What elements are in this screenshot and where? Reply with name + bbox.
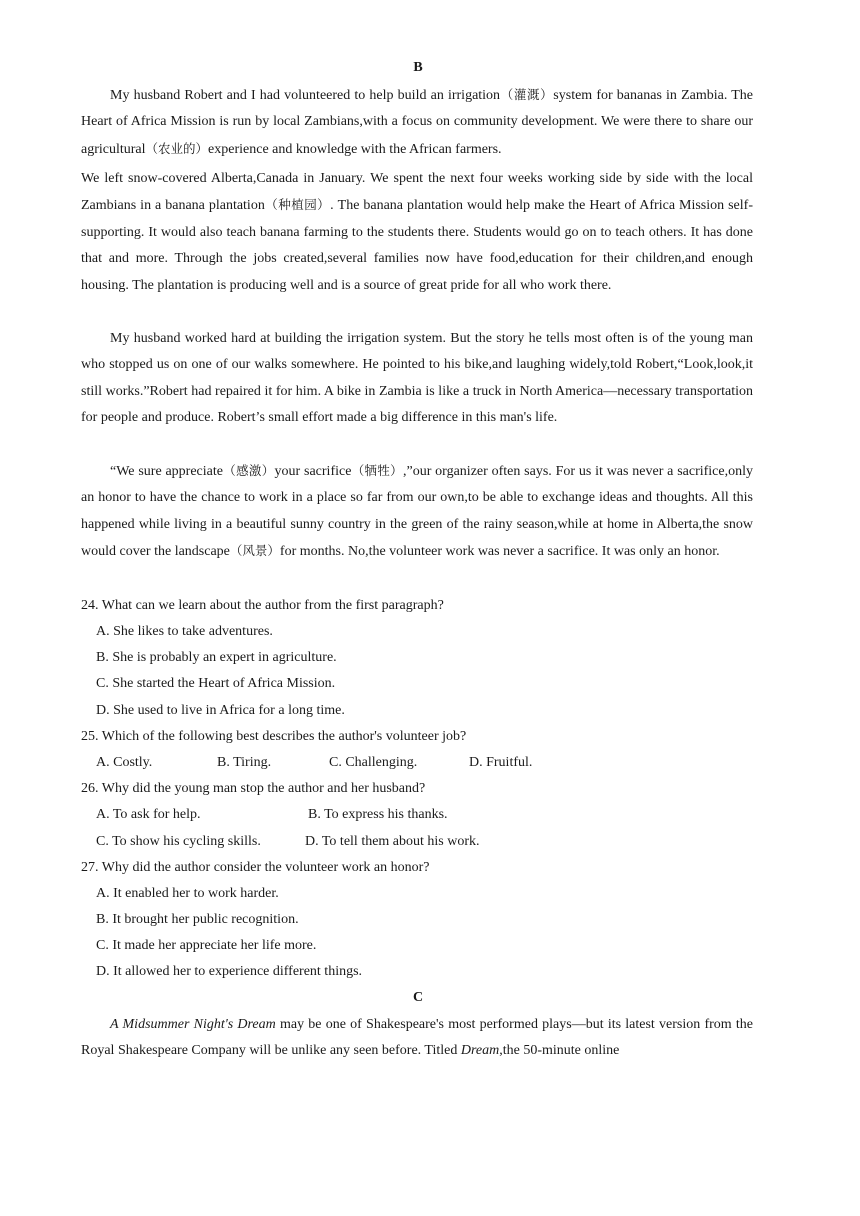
paragraph-1 — [81, 82, 753, 163]
paragraph-1-text-1: My husband Robert and I had volunteered to help build an irrigation — [110, 88, 501, 103]
paragraph-4-text-1: “We sure appreciate — [110, 464, 223, 479]
question-26-option-d: D. To tell them about his work. — [305, 834, 480, 849]
section-c-heading: C — [412, 990, 424, 1005]
gloss-appreciate: （感激） — [222, 463, 275, 478]
paragraph-2-text-1: We left snow-covered Alberta,Canada in January. We spent the next four weeks working side by side with the local Zambians in a banana plantation — [81, 171, 753, 214]
question-25-option-c: C. Challenging. — [329, 755, 418, 770]
gloss-irrigation: （灌溉） — [500, 87, 554, 102]
paragraph-4 — [81, 458, 753, 566]
paragraph-1-text-2: system for bananas in Zambia. The Heart of Africa Mission is run by local Zambians,with a focus on community development. We were there to share our agricultural — [81, 88, 753, 157]
question-25-option-d: D. Fruitful. — [469, 755, 533, 770]
gloss-sacrifice: （牺牲） — [351, 463, 403, 478]
paragraph-3: My husband worked hard at building the irrigation system. But the story he tells most often is of the young man who stopped us on one of our walks somewhere. He pointed to his bike,and laughing widely,told Robert,“Look,look,it still works.”Robert had repaired it for him. A bike in Zambia is like a truck in North America—necessary transportation for people and produce. Robert’s small effort made a big difference in this man's life. — [81, 331, 753, 426]
gloss-landscape: （风景） — [229, 543, 280, 559]
section-b-heading: B — [413, 60, 423, 75]
section-c-text-1: may be one of Shakespeare's most performed plays—but its latest version from the Royal Shakespeare Company will be unlike any seen before. Titled — [81, 1017, 754, 1059]
question-24-option-c: C. She started the Heart of Africa Mission. — [96, 676, 336, 691]
gloss-plantation: （种植园） — [264, 197, 331, 213]
section-c-paragraph-1 — [81, 1012, 753, 1065]
paragraph-2-text-2: . The banana plantation would help make the Heart of Africa Mission self-supporting. It would also teach banana farming to the students there. Students would go on to teach others. It has done that and more. Through the jobs created,several families now have food,education for their children,and enough housing. The plantation is producing well and is a source of great pride for all who work there. — [81, 198, 753, 293]
question-26-option-c: C. To show his cycling skills. — [96, 834, 261, 849]
version-title: Dream — [460, 1043, 500, 1059]
question-25-option-a: A. Costly. — [96, 755, 153, 770]
paragraph-4-text-4: for months. No,the volunteer work was never a sacrifice. It was only an honor. — [279, 544, 720, 560]
question-24-option-d: D. She used to live in Africa for a long time. — [96, 703, 345, 718]
question-25-stem: 25. Which of the following best describes the author's volunteer job? — [81, 729, 467, 744]
question-27-stem: 27. Why did the author consider the volunteer work an honor? — [81, 860, 430, 875]
question-27-option-c: C. It made her appreciate her life more. — [96, 938, 317, 953]
paragraph-4-text-2: your sacrifice — [274, 464, 352, 479]
play-title: A Midsummer Night's Dream — [110, 1017, 276, 1032]
paragraph-2 — [81, 166, 753, 299]
gloss-agricultural: （农业的） — [145, 140, 209, 156]
question-26-option-a: A. To ask for help. — [96, 807, 201, 822]
question-24-option-b: B. She is probably an expert in agriculture. — [96, 650, 337, 665]
question-25-option-b: B. Tiring. — [217, 755, 272, 770]
question-27-option-d: D. It allowed her to experience different things. — [96, 964, 363, 979]
paragraph-1-text-3: experience and knowledge with the African farmers. — [208, 141, 502, 157]
question-27-option-b: B. It brought her public recognition. — [96, 912, 299, 927]
question-26-stem: 26. Why did the young man stop the author and her husband? — [81, 781, 426, 796]
section-c-text-2: ,the 50-minute online — [499, 1043, 620, 1059]
question-27-option-a: A. It enabled her to work harder. — [96, 886, 279, 901]
question-24-stem: 24. What can we learn about the author from the first paragraph? — [81, 598, 444, 613]
question-26-option-b: B. To express his thanks. — [308, 807, 448, 822]
question-24-option-a: A. She likes to take adventures. — [96, 624, 273, 639]
paragraph-4-text-3: ,”our organizer often says. For us it was never a sacrifice,only an honor to have the chance to work in a place so far from our own,to be able to exchange ideas and thoughts. All this happened while living in a beautiful sunny country in the green of the rainy season,while at home in Alberta,the snow would cover the landscape — [81, 464, 754, 560]
